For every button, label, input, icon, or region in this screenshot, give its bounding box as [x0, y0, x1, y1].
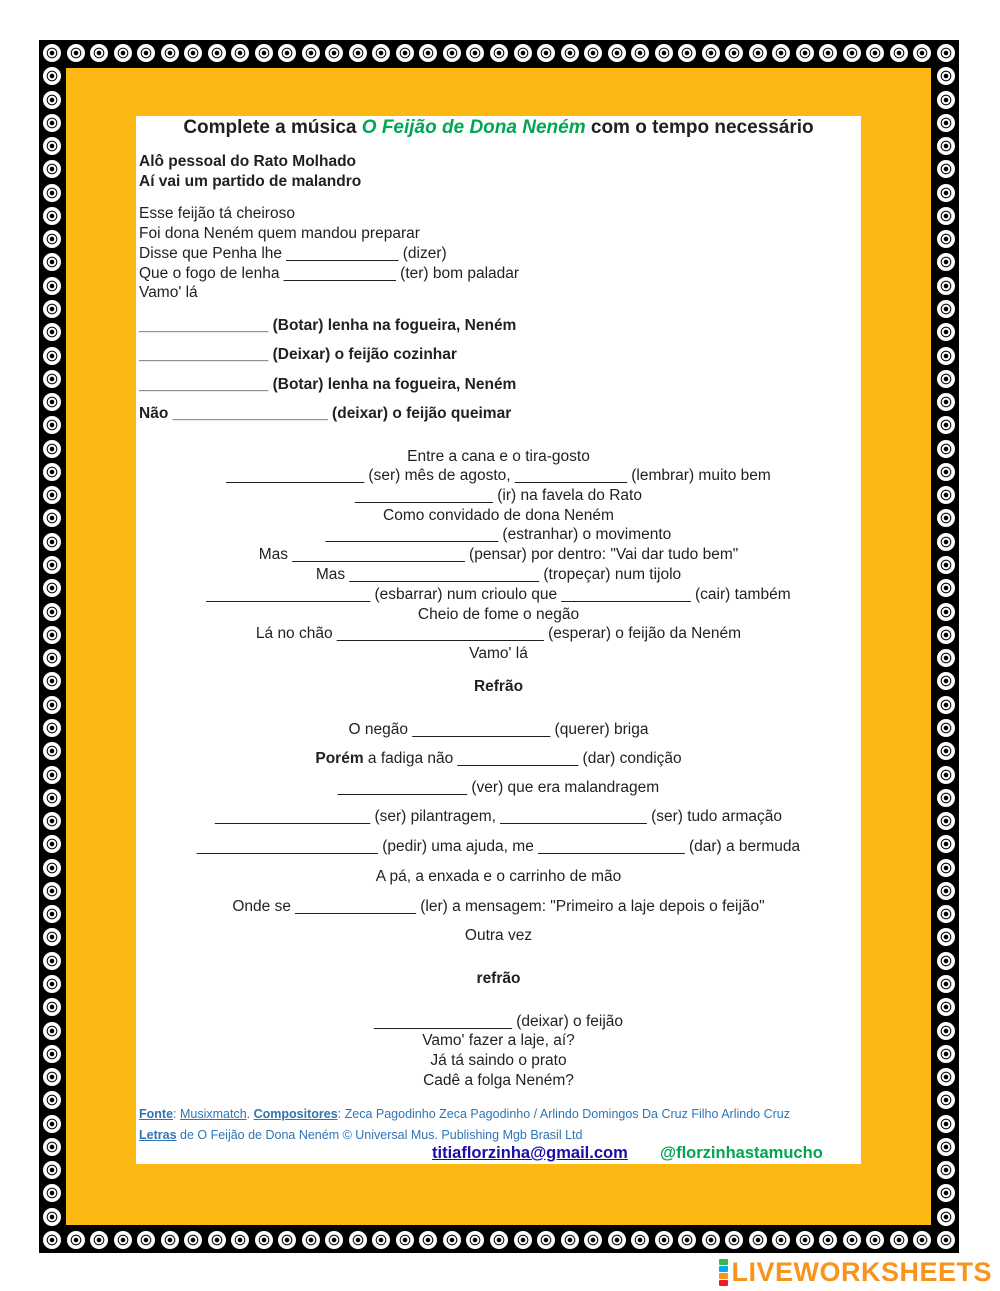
flower-icon: [725, 1231, 743, 1249]
flower-icon: [702, 44, 720, 62]
compositores-text: : Zeca Pagodinho Zeca Pagodinho / Arlindo Domingos Da Cruz Filho Arlindo Cruz: [337, 1107, 790, 1121]
flower-icon: [43, 905, 61, 923]
flower-icon: [937, 277, 955, 295]
verse-line: ________________ (ser) mês de agosto, _____________ (lembrar) muito bem: [226, 467, 771, 484]
flower-icon: [937, 1184, 955, 1202]
flower-icon: [43, 975, 61, 993]
flower-icon: [937, 207, 955, 225]
flower-icon: [443, 1231, 461, 1249]
flower-icon: [43, 789, 61, 807]
flower-icon: [561, 1231, 579, 1249]
flower-icon: [608, 1231, 626, 1249]
flower-icon: [749, 1231, 767, 1249]
flower-icon: [43, 347, 61, 365]
letras-link[interactable]: Letras: [139, 1128, 177, 1142]
flower-icon: [866, 44, 884, 62]
flower-icon: [937, 928, 955, 946]
flower-icon: [937, 67, 955, 85]
flower-icon: [325, 44, 343, 62]
flower-icon: [43, 672, 61, 690]
flower-icon: [419, 44, 437, 62]
flower-icon: [372, 1231, 390, 1249]
flower-icon: [43, 696, 61, 714]
flower-icon: [161, 44, 179, 62]
flower-icon: [937, 696, 955, 714]
flower-icon: [490, 44, 508, 62]
flower-icon: [913, 44, 931, 62]
worksheet: [136, 116, 861, 1164]
flower-icon: [937, 509, 955, 527]
flower-icon: [678, 44, 696, 62]
intro-line: Aí vai um partido de malandro: [139, 173, 362, 190]
fonte-link[interactable]: Fonte: [139, 1107, 174, 1121]
flower-icon: [231, 44, 249, 62]
verse-line: Cheio de fome o negão: [417, 606, 580, 623]
flower-icon: [937, 1115, 955, 1133]
flower-icon: [819, 44, 837, 62]
flower-icon: [608, 44, 626, 62]
flower-icon: [584, 1231, 602, 1249]
verse-line: Vamo' lá: [139, 284, 198, 301]
flower-icon: [302, 1231, 320, 1249]
flower-icon: [890, 44, 908, 62]
flower-icon: [937, 114, 955, 132]
letras-text: de O Feijão de Dona Neném © Universal Mus. Publishing Mgb Brasil Ltd: [176, 1128, 583, 1142]
flower-icon: [43, 160, 61, 178]
verse-line: Entre a cana e o tira-gosto: [407, 448, 590, 465]
verse-line: Lá no chão ________________________ (esperar) o feijão da Neném: [255, 625, 742, 642]
flower-icon: [937, 1022, 955, 1040]
flower-icon: [937, 300, 955, 318]
flower-icon: [678, 1231, 696, 1249]
flower-icon: [43, 835, 61, 853]
flower-icon: [396, 44, 414, 62]
verse-line: ___________________ (esbarrar) num crioulo que _______________ (cair) também: [206, 586, 791, 603]
verse-line: Vamo' lá: [469, 645, 528, 662]
flower-icon: [937, 44, 955, 62]
flower-icon: [702, 1231, 720, 1249]
social-handle: @florzinhastamucho: [660, 1144, 823, 1162]
flower-icon: [255, 44, 273, 62]
title-suffix: com o tempo necessário: [585, 117, 814, 138]
musixmatch-link[interactable]: Musixmatch: [179, 1107, 247, 1121]
flower-icon: [43, 67, 61, 85]
verse-line: Esse feijão tá cheiroso: [139, 205, 295, 222]
verse-line: __________________ (ser) pilantragem, _________________ (ser) tudo armação: [214, 808, 783, 825]
intro-line: Alô pessoal do Rato Molhado: [139, 153, 357, 170]
flower-icon: [772, 1231, 790, 1249]
flower-icon: [43, 91, 61, 109]
flower-icon: [43, 1115, 61, 1133]
flower-icon: [466, 44, 484, 62]
flower-icon: [890, 1231, 908, 1249]
flower-icon: [43, 463, 61, 481]
flower-icon: [302, 44, 320, 62]
flower-icon: [937, 859, 955, 877]
flower-icon: [43, 277, 61, 295]
verse-line: A pá, a enxada e o carrinho de mão: [375, 868, 622, 885]
flower-icon: [43, 486, 61, 504]
flower-icon: [43, 1091, 61, 1109]
flower-icon: [937, 882, 955, 900]
flower-icon: [937, 1045, 955, 1063]
flower-icon: [43, 1138, 61, 1156]
flower-icon: [937, 905, 955, 923]
flower-icon: [937, 1231, 955, 1249]
flower-icon: [937, 533, 955, 551]
flower-icon: [937, 370, 955, 388]
flower-icon: [43, 300, 61, 318]
flower-icon: [43, 114, 61, 132]
flower-icon: [937, 1138, 955, 1156]
verse-line: ________________ (ir) na favela do Rato: [355, 487, 642, 504]
flower-icon: [937, 742, 955, 760]
flower-icon: [937, 253, 955, 271]
flower-icon: [561, 44, 579, 62]
flower-icon: [43, 1045, 61, 1063]
verse-line: ____________________ (estranhar) o movimento: [325, 526, 672, 543]
flower-icon: [937, 556, 955, 574]
flower-icon: [43, 323, 61, 341]
flower-icon: [937, 416, 955, 434]
flower-icon: [349, 1231, 367, 1249]
flower-icon: [43, 719, 61, 737]
flower-icon: [772, 44, 790, 62]
flower-icon: [67, 44, 85, 62]
flower-icon: [137, 1231, 155, 1249]
flower-icon: [43, 812, 61, 830]
flower-icon: [514, 1231, 532, 1249]
flower-icon: [749, 44, 767, 62]
flower-icon: [937, 1068, 955, 1086]
flower-icon: [231, 1231, 249, 1249]
flower-icon: [43, 184, 61, 202]
flower-icon: [725, 44, 743, 62]
flower-icon: [43, 44, 61, 62]
flower-icon: [278, 44, 296, 62]
flower-icon: [655, 1231, 673, 1249]
flower-icon: [937, 975, 955, 993]
verse-line: _______________ (ver) que era malandragem: [337, 779, 660, 796]
flower-icon: [937, 160, 955, 178]
flower-icon: [43, 253, 61, 271]
flower-icon: [631, 1231, 649, 1249]
verse-line: [136, 749, 861, 769]
chorus-line: _______________ (Deixar) o feijão cozinhar: [139, 346, 457, 363]
compositores-link[interactable]: Compositores: [253, 1107, 338, 1121]
flower-icon: [43, 137, 61, 155]
flower-icon: [43, 603, 61, 621]
liveworksheets-wordmark: LIVEWORKSHEETS: [731, 1256, 992, 1287]
flower-icon: [43, 998, 61, 1016]
flower-icon: [90, 1231, 108, 1249]
liveworksheets-mark-icon: [719, 1258, 728, 1286]
flower-icon: [937, 440, 955, 458]
flower-icon: [937, 603, 955, 621]
flower-icon: [137, 44, 155, 62]
bold-word: Porém: [315, 750, 364, 767]
worksheet-title: [136, 116, 861, 140]
flower-icon: [937, 998, 955, 1016]
verse-line: Vamo' fazer a laje, aí?: [422, 1032, 575, 1049]
flower-icon: [43, 416, 61, 434]
flower-icon: [43, 230, 61, 248]
flower-icon: [937, 719, 955, 737]
verse-line: Onde se ______________ (ler) a mensagem: "Primeiro a laje depois o feijão": [232, 898, 765, 915]
flower-icon: [372, 44, 390, 62]
flower-icon: [796, 44, 814, 62]
title-prefix: Complete a música: [183, 117, 362, 138]
verse-line: _____________________ (pedir) uma ajuda, me _________________ (dar) a bermuda: [196, 838, 801, 855]
flower-icon: [937, 649, 955, 667]
flower-icon: [796, 1231, 814, 1249]
flower-icon: [67, 1231, 85, 1249]
verse-line: Que o fogo de lenha _____________ (ter) bom paladar: [139, 265, 520, 282]
flower-icon: [184, 1231, 202, 1249]
credits-line: Fonte: Musixmatch. Compositores: Zeca Pagodinho Zeca Pagodinho / Arlindo Domingos Da Cruz Filho Arlindo Cruz: [139, 1107, 790, 1121]
flower-icon: [937, 812, 955, 830]
flower-icon: [843, 1231, 861, 1249]
flower-icon: [866, 1231, 884, 1249]
flower-icon: [537, 1231, 555, 1249]
flower-icon: [114, 1231, 132, 1249]
flower-icon: [43, 393, 61, 411]
flower-icon: [655, 44, 673, 62]
flower-icon: [208, 44, 226, 62]
verse-line: Como convidado de dona Neném: [383, 507, 614, 524]
flower-icon: [43, 1161, 61, 1179]
flower-icon: [43, 533, 61, 551]
verse-line: O negão ________________ (querer) briga: [348, 721, 649, 738]
flower-icon: [514, 44, 532, 62]
flower-icon: [43, 882, 61, 900]
flower-icon: [913, 1231, 931, 1249]
flower-icon: [937, 463, 955, 481]
flower-icon: [937, 1208, 955, 1226]
flower-icon: [937, 579, 955, 597]
flower-icon: [161, 1231, 179, 1249]
flower-icon: [43, 952, 61, 970]
refrain-label: refrão: [476, 970, 521, 987]
verse-line: ________________ (deixar) o feijão: [373, 1013, 624, 1030]
flower-icon: [43, 1068, 61, 1086]
chorus-line: _______________ (Botar) lenha na fogueira, Neném: [139, 317, 517, 334]
flower-icon: [466, 1231, 484, 1249]
flower-icon: [937, 789, 955, 807]
flower-icon: [937, 137, 955, 155]
verse-line: Cadê a folga Neném?: [423, 1072, 574, 1089]
flower-icon: [937, 1161, 955, 1179]
flower-icon: [43, 742, 61, 760]
flower-icon: [43, 509, 61, 527]
email-link[interactable]: titiaflorzinha@gmail.com: [432, 1144, 628, 1162]
refrain-label: Refrão: [473, 678, 524, 695]
verse-line: Já tá saindo o prato: [430, 1052, 567, 1069]
flower-icon: [584, 44, 602, 62]
verse-line: Disse que Penha lhe _____________ (dizer): [139, 245, 447, 262]
flower-icon: [325, 1231, 343, 1249]
flower-icon: [937, 393, 955, 411]
flower-icon: [278, 1231, 296, 1249]
verse-line-text: a fadiga não ______________ (dar) condição: [367, 750, 682, 767]
flower-icon: [90, 44, 108, 62]
flower-icon: [349, 44, 367, 62]
flower-icon: [43, 859, 61, 877]
flower-icon: [43, 1184, 61, 1202]
flower-icon: [937, 323, 955, 341]
chorus-line: Não __________________ (deixar) o feijão queimar: [139, 405, 512, 422]
flower-icon: [937, 184, 955, 202]
flower-icon: [937, 952, 955, 970]
chorus-line: _______________ (Botar) lenha na fogueira, Neném: [139, 376, 517, 393]
verse-line: Outra vez: [464, 927, 533, 944]
flower-icon: [43, 626, 61, 644]
flower-icon: [43, 440, 61, 458]
flower-icon: [43, 207, 61, 225]
flower-icon: [937, 672, 955, 690]
verse-line: Mas ______________________ (tropeçar) num tijolo: [315, 566, 682, 583]
flower-icon: [396, 1231, 414, 1249]
flower-icon: [937, 835, 955, 853]
song-title: O Feijão de Dona Neném: [361, 117, 586, 138]
flower-icon: [937, 1091, 955, 1109]
flower-icon: [937, 766, 955, 784]
flower-icon: [843, 44, 861, 62]
verse-line: Foi dona Neném quem mandou preparar: [139, 225, 420, 242]
flower-icon: [114, 44, 132, 62]
flower-icon: [937, 91, 955, 109]
flower-icon: [43, 556, 61, 574]
flower-icon: [443, 44, 461, 62]
flower-icon: [255, 1231, 273, 1249]
flower-icon: [208, 1231, 226, 1249]
flower-icon: [43, 766, 61, 784]
credits-line: [139, 1127, 582, 1143]
flower-icon: [631, 44, 649, 62]
flower-icon: [490, 1231, 508, 1249]
flower-icon: [43, 1231, 61, 1249]
flower-icon: [43, 370, 61, 388]
flower-icon: [184, 44, 202, 62]
flower-icon: [537, 44, 555, 62]
flower-icon: [43, 1208, 61, 1226]
flower-icon: [43, 1022, 61, 1040]
flower-icon: [43, 649, 61, 667]
flower-icon: [419, 1231, 437, 1249]
verse-line: Mas ____________________ (pensar) por dentro: "Vai dar tudo bem": [258, 546, 739, 563]
liveworksheets-logo[interactable]: [719, 1257, 992, 1287]
flower-icon: [937, 230, 955, 248]
flower-icon: [937, 626, 955, 644]
flower-icon: [43, 928, 61, 946]
flower-icon: [937, 486, 955, 504]
flower-icon: [819, 1231, 837, 1249]
flower-icon: [43, 579, 61, 597]
flower-icon: [937, 347, 955, 365]
